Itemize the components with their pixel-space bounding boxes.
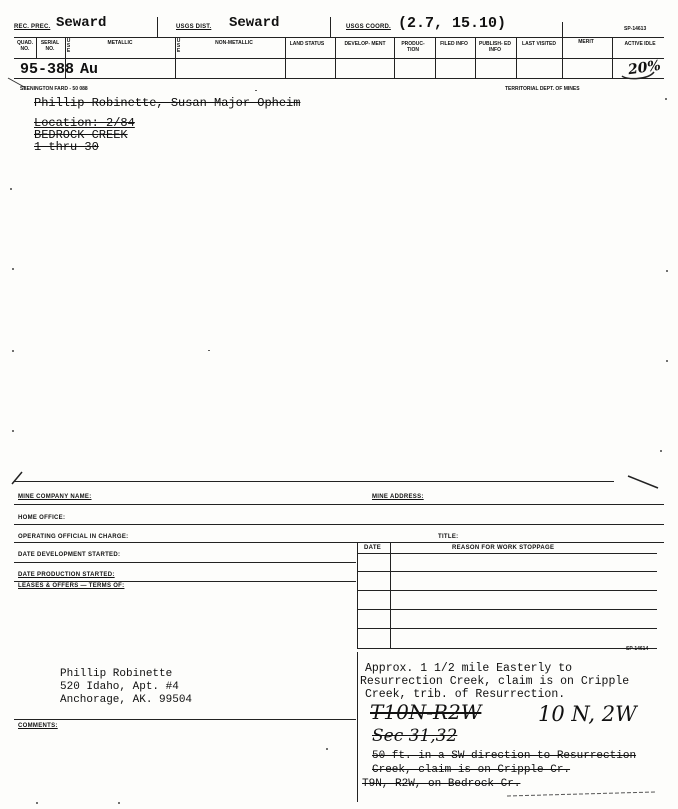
- address-line-3: Anchorage, AK. 99504: [60, 694, 193, 706]
- col-last-visited: LAST VISITED: [522, 41, 556, 47]
- col-non-metallic: NON-METALLIC: [215, 40, 253, 46]
- notes-handwritten-2: 10 N, 2W: [538, 702, 637, 726]
- rec-prec-label: REC. PREC.: [14, 24, 51, 30]
- notes-line-6: T9N, R2W, on Bedrock Cr.: [362, 778, 521, 790]
- date-development-label: DATE DEVELOPMENT STARTED:: [18, 552, 121, 558]
- usgs-coord-value: (2.7, 15.10): [398, 15, 507, 32]
- leases-label: LEASES & OFFERS — TERMS OF:: [18, 583, 125, 589]
- form-number-2: SP-14614: [626, 646, 649, 652]
- column-headers: [14, 38, 664, 58]
- home-office-label: HOME OFFICE:: [18, 515, 66, 521]
- sub-header-right: TERRITORIAL DEPT. OF MINES: [505, 86, 580, 92]
- col-quad: QUAD. NO.: [16, 40, 34, 52]
- header-row: [14, 15, 662, 37]
- sub-header-left: SEENINGTON FARD - 50 088: [20, 86, 88, 92]
- notes-line-5: Creek, claim is on Cripple Cr.: [372, 764, 571, 776]
- col-filed-info: FILED INFO: [440, 41, 468, 47]
- metallic-value: Au: [80, 61, 99, 78]
- address-line-2: 520 Idaho, Apt. #4: [60, 681, 179, 693]
- col-development: DEVELOP- MENT: [344, 41, 386, 47]
- claim-range: 1 thru 30: [34, 140, 99, 154]
- notes-handwritten-1: T10N-R2W: [370, 700, 482, 724]
- active-mark: 20%: [627, 57, 662, 79]
- usgs-coord-label: USGS COORD.: [346, 24, 391, 30]
- col-serial: SERIAL NO.: [40, 40, 60, 52]
- form-number: SP-14613: [624, 26, 647, 32]
- notes-line-2: Resurrection Creek, claim is on Cripple: [360, 675, 630, 688]
- operating-official-label: OPERATING OFFICIAL IN CHARGE:: [18, 534, 129, 540]
- address-line-1: Phillip Robinette: [60, 668, 173, 680]
- notes-handwritten-3: Sec 31,32: [372, 726, 458, 746]
- comments-label: COMMENTS:: [18, 723, 58, 729]
- claim-location: Location: 2/84: [34, 116, 135, 130]
- col-merit: MERIT: [578, 39, 594, 45]
- col-use-nonmetallic: U S E: [176, 38, 181, 54]
- col-use-metallic: U S E: [66, 38, 71, 54]
- rec-prec-value: Seward: [56, 15, 107, 31]
- usgs-dist-label: USGS DIST.: [176, 24, 212, 30]
- col-published-info: PUBLISH- ED INFO: [479, 41, 511, 53]
- notes-line-1: Approx. 1 1/2 mile Easterly to: [365, 662, 573, 675]
- usgs-dist-value: Seward: [229, 15, 280, 31]
- reason-column-header: REASON FOR WORK STOPPAGE: [452, 545, 555, 551]
- claim-creek: BEDROCK CREEK: [34, 128, 128, 142]
- col-production: PRODUC- TION: [401, 41, 425, 53]
- date-production-label: DATE PRODUCTION STARTED:: [18, 572, 115, 578]
- mine-address-label: MINE ADDRESS:: [372, 494, 424, 500]
- date-column-header: DATE: [364, 545, 382, 551]
- notes-line-3: Creek, trib. of Resurrection.: [365, 688, 566, 701]
- notes-line-4: 50 ft. in a SW direction to Resurrection: [372, 750, 637, 762]
- col-metallic: METALLIC: [107, 40, 133, 46]
- title-label: TITLE:: [438, 534, 459, 540]
- col-land-status: LAND STATUS: [289, 41, 325, 47]
- mine-company-name-label: MINE COMPANY NAME:: [18, 494, 92, 500]
- quad-serial-value: 95-388: [20, 61, 75, 78]
- claim-owners: Phillip Robinette, Susan Major Opheim: [34, 96, 301, 110]
- col-active-idle: ACTIVE IDLE: [624, 41, 656, 47]
